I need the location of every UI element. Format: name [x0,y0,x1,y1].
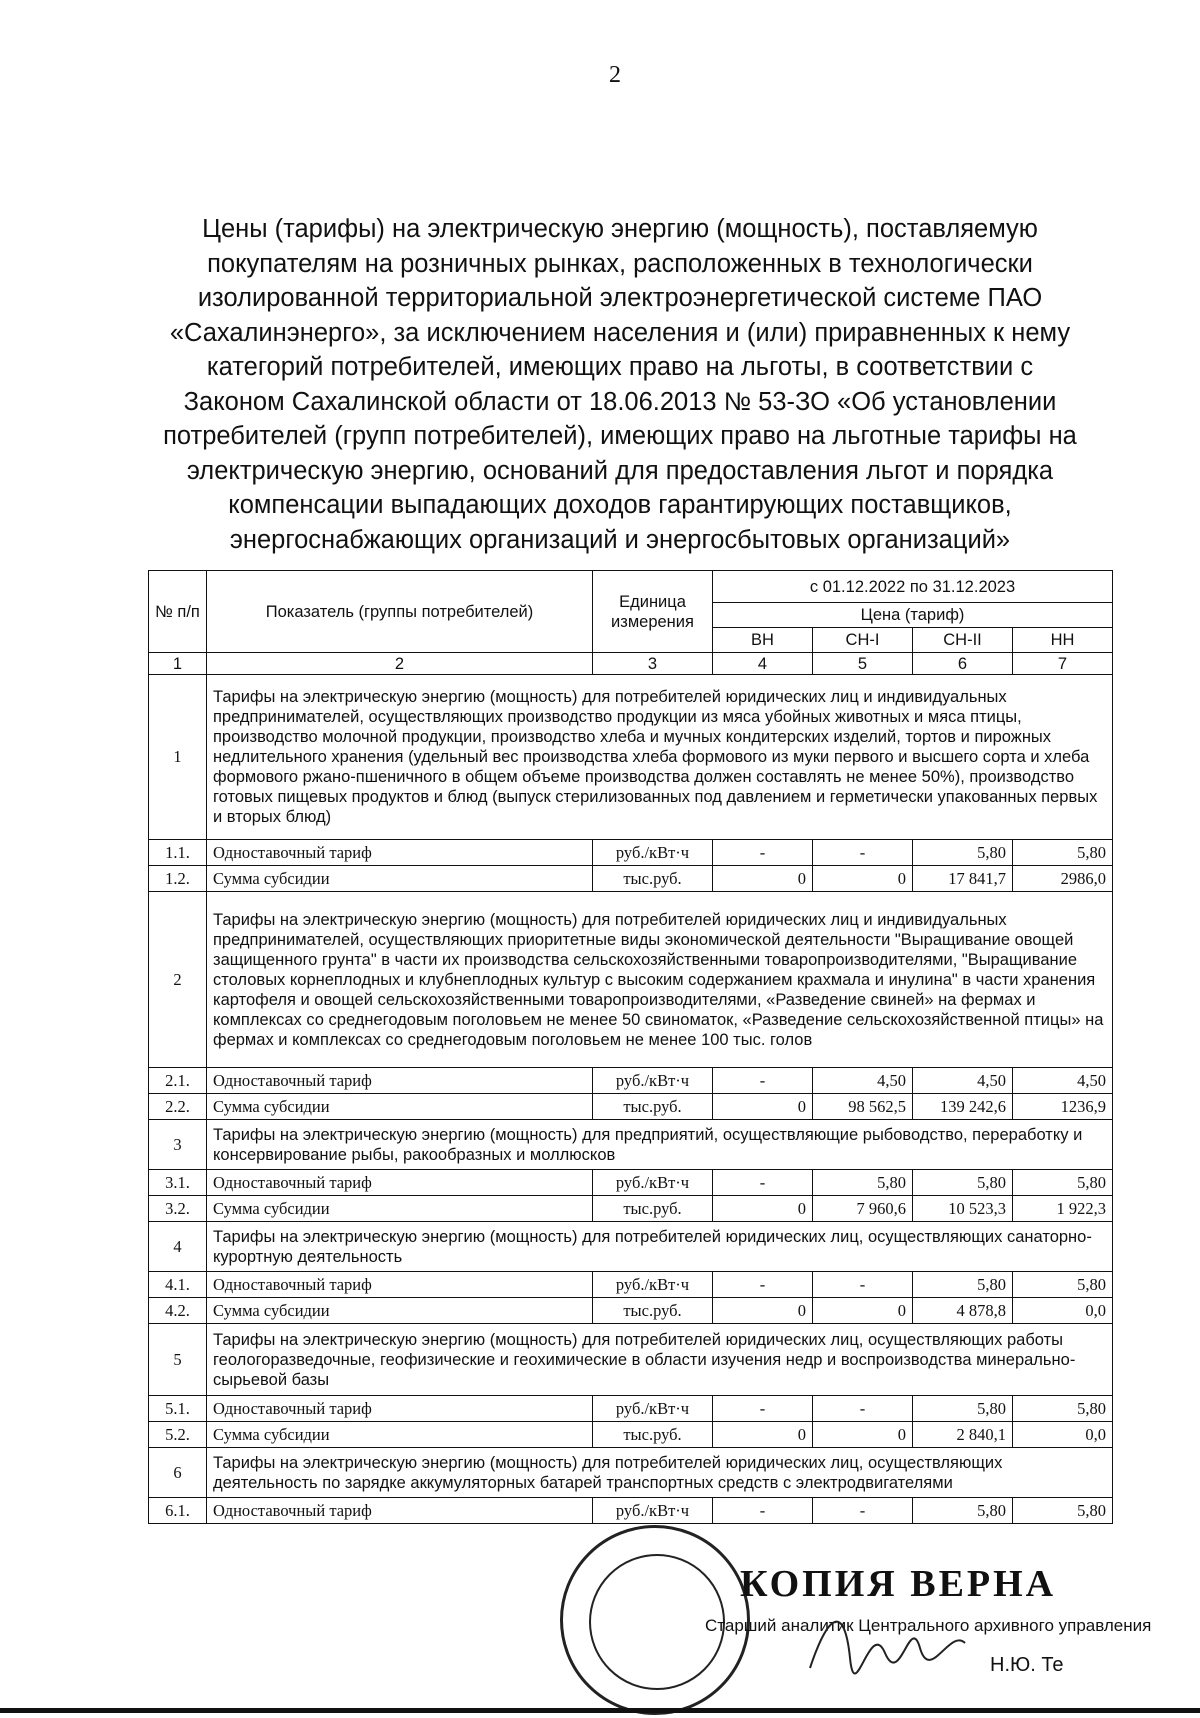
row-indicator: Сумма субсидии [207,1094,593,1120]
row-unit: тыс.руб. [593,1298,713,1324]
header-level-nn: НН [1013,628,1113,653]
title-line: компенсации выпадающих доходов гарантирующих поставщиков, [228,491,1012,519]
row-value: 1236,9 [1013,1094,1113,1120]
table-row [149,1422,1113,1448]
row-indicator: Одноставочный тариф [207,840,593,866]
row-number: 2.2. [149,1094,207,1120]
section-row [149,1448,1113,1498]
row-value: 5,80 [1013,1272,1113,1298]
section-row [149,1222,1113,1272]
table-row [149,1068,1113,1094]
row-value: 4 878,8 [913,1298,1013,1324]
row-number: 4.2. [149,1298,207,1324]
row-value: 0 [713,1094,813,1120]
row-value: 5,80 [813,1170,913,1196]
row-unit: руб./кВт·ч [593,1272,713,1298]
row-value: 4,50 [813,1068,913,1094]
row-indicator: Одноставочный тариф [207,1170,593,1196]
col-number: 2 [207,653,593,675]
row-value: 4,50 [1013,1068,1113,1094]
col-number: 1 [149,653,207,675]
title-line: Цены (тарифы) на электрическую энергию (мощность), поставляемую [202,215,1038,243]
title-line: Законом Сахалинской области от 18.06.2013 № 53-ЗО «Об установлении [183,387,1057,416]
header-unit: Единица измерения [593,571,713,653]
row-value: 0,0 [1013,1422,1113,1448]
row-unit: тыс.руб. [593,1422,713,1448]
title-line: покупателям на розничных рынках, расположенных в технологически [207,249,1033,278]
col-number: 4 [713,653,813,675]
row-value: - [713,1170,813,1196]
row-value: 10 523,3 [913,1196,1013,1222]
section-row [149,675,1113,840]
row-value: 1 922,3 [1013,1196,1113,1222]
row-indicator: Сумма субсидии [207,866,593,892]
section-number: 3 [149,1120,207,1170]
row-value: 0 [713,1196,813,1222]
header-indicator: Показатель (группы потребителей) [207,571,593,653]
section-number: 5 [149,1324,207,1396]
row-value: - [813,840,913,866]
section-description: Тарифы на электрическую энергию (мощность) для потребителей юридических лиц, осуществляющих санаторно-курортную деятельность [207,1222,1113,1272]
col-number: 3 [593,653,713,675]
row-number: 1.2. [149,866,207,892]
document-title [120,212,1120,557]
row-value: 0 [813,1298,913,1324]
section-number: 6 [149,1448,207,1498]
row-value: 139 242,6 [913,1094,1013,1120]
row-indicator: Одноставочный тариф [207,1068,593,1094]
title-line: изолированной территориальной электроэнергетической системе ПАО [197,284,1043,312]
row-value: - [713,1068,813,1094]
col-number: 7 [1013,653,1113,675]
header-level-sn2: СН-II [913,628,1013,653]
table-row [149,1396,1113,1422]
section-row [149,1324,1113,1396]
table-row [149,1094,1113,1120]
row-value: 5,80 [1013,840,1113,866]
row-value: 2 840,1 [913,1422,1013,1448]
row-value: 0 [813,1422,913,1448]
row-value: 0,0 [1013,1298,1113,1324]
row-unit: руб./кВт·ч [593,1170,713,1196]
header-level-vn: ВН [713,628,813,653]
row-value: 5,80 [913,1396,1013,1422]
row-value: 5,80 [913,1272,1013,1298]
row-value: 5,80 [1013,1170,1113,1196]
row-unit: руб./кВт·ч [593,1068,713,1094]
title-line: электрическую энергию, оснований для предоставления льгот и порядка [186,456,1054,485]
row-value: 0 [713,866,813,892]
section-description: Тарифы на электрическую энергию (мощность) для потребителей юридических лиц, осуществляющих деятельность по зарядке аккумуляторных батарей транспортных средств с электродвигателями [207,1448,1113,1498]
row-value: - [813,1272,913,1298]
section-number: 1 [149,675,207,840]
header-level-sn1: СН-I [813,628,913,653]
row-value: - [713,1272,813,1298]
signature [800,1598,970,1688]
row-value: 0 [813,866,913,892]
section-description: Тарифы на электрическую энергию (мощность) для предприятий, осуществляющие рыбоводство, переработку и консервирование рыбы, ракообразных и моллюсков [207,1120,1113,1170]
section-row [149,1120,1113,1170]
section-description: Тарифы на электрическую энергию (мощность) для потребителей юридических лиц, осуществляющих работы геологоразведочные, геофизические и геохимические в области изучения недр и воспроизводства минерально-сырьевой базы [207,1324,1113,1396]
row-value: 5,80 [913,1498,1013,1524]
row-indicator: Сумма субсидии [207,1298,593,1324]
row-unit: тыс.руб. [593,1196,713,1222]
row-value: 5,80 [913,840,1013,866]
row-unit: тыс.руб. [593,866,713,892]
row-number: 5.2. [149,1422,207,1448]
table-row [149,1170,1113,1196]
row-value: 5,80 [1013,1396,1113,1422]
title-line: «Сахалинэнерго», за исключением населения и (или) приравненных к нему [169,318,1071,347]
certification-title: КОПИЯ ВЕРНА [740,1563,1057,1605]
row-number: 4.1. [149,1272,207,1298]
table-row [149,1272,1113,1298]
table-row [149,840,1113,866]
table-row [149,1498,1113,1524]
row-number: 3.1. [149,1170,207,1196]
row-value: 4,50 [913,1068,1013,1094]
section-description: Тарифы на электрическую энергию (мощность) для потребителей юридических лиц и индивидуальных предпринимателей, осуществляющих производство продукции из мяса убойных животных и мяса птицы, производство молочной продукции, производство хлеба и мучных кондитерских изделий, тортов и пирожных недлительного хранения (удельный вес производства хлеба формового из муки первого и высшего сорта и хлеба формового ржано-пшеничного в общем объеме производства должен составлять не менее 50%), производство готовых пищевых продуктов и блюд (выпуск стерилизованных под давлением и герметически упакованных первых и вторых блюд) [207,675,1113,840]
section-description: Тарифы на электрическую энергию (мощность) для потребителей юридических лиц и индивидуальных предпринимателей, осуществляющих приоритетные виды экономической деятельности "Выращивание овощей защищенного грунта" в части их производства сельскохозяйственными товаропроизводителями, "Выращивание столовых корнеплодных и клубнеплодных культур с высоким содержанием крахмала и инулина" в части хранения картофеля и овощей сельскохозяйственными товаропроизводителями, «Разведение свиней» на фермах и комплексах со среднегодовым поголовьем не менее 50 свиноматок, «Разведение сельскохозяйственной птицы» на фермах и комплексах со среднегодовым поголовьем не менее 100 тыс. голов [207,892,1113,1068]
row-value: 5,80 [1013,1498,1113,1524]
bottom-rule [0,1708,1200,1713]
row-indicator: Одноставочный тариф [207,1396,593,1422]
row-indicator: Одноставочный тариф [207,1272,593,1298]
row-value: 5,80 [913,1170,1013,1196]
row-value: - [813,1498,913,1524]
row-unit: руб./кВт·ч [593,840,713,866]
header-num: № п/п [149,571,207,653]
section-row [149,892,1113,1068]
row-indicator: Сумма субсидии [207,1196,593,1222]
row-value: 98 562,5 [813,1094,913,1120]
row-unit: руб./кВт·ч [593,1396,713,1422]
table-row [149,866,1113,892]
row-value: - [813,1396,913,1422]
row-number: 2.1. [149,1068,207,1094]
col-number: 5 [813,653,913,675]
table-row [149,1298,1113,1324]
certification-position: Старший аналитик Центрального архивного управления [705,1616,1152,1635]
title-line: потребителей (групп потребителей), имеющих право на льготные тарифы на [163,422,1077,450]
row-unit: руб./кВт·ч [593,1498,713,1524]
certification-signatory: Н.Ю. Те [990,1654,1064,1676]
row-value: 7 960,6 [813,1196,913,1222]
tariff-table [148,570,1113,1524]
row-value: - [713,840,813,866]
section-number: 4 [149,1222,207,1272]
row-value: 0 [713,1422,813,1448]
header-price: Цена (тариф) [713,603,1113,628]
row-value: 0 [713,1298,813,1324]
row-value: 2986,0 [1013,866,1113,892]
page-number: 2 [609,62,621,88]
title-line: энергоснабжающих организаций и энергосбытовых организаций» [229,525,1011,554]
row-number: 3.2. [149,1196,207,1222]
title-line: категорий потребителей, имеющих право на льготы, в соответствии с [206,353,1034,381]
table-row [149,1196,1113,1222]
row-number: 1.1. [149,840,207,866]
row-value: 17 841,7 [913,866,1013,892]
row-indicator: Сумма субсидии [207,1422,593,1448]
row-unit: тыс.руб. [593,1094,713,1120]
col-number: 6 [913,653,1013,675]
row-indicator: Одноставочный тариф [207,1498,593,1524]
header-period: с 01.12.2022 по 31.12.2023 [713,571,1113,603]
row-number: 5.1. [149,1396,207,1422]
section-number: 2 [149,892,207,1068]
row-number: 6.1. [149,1498,207,1524]
row-value: - [713,1498,813,1524]
row-value: - [713,1396,813,1422]
